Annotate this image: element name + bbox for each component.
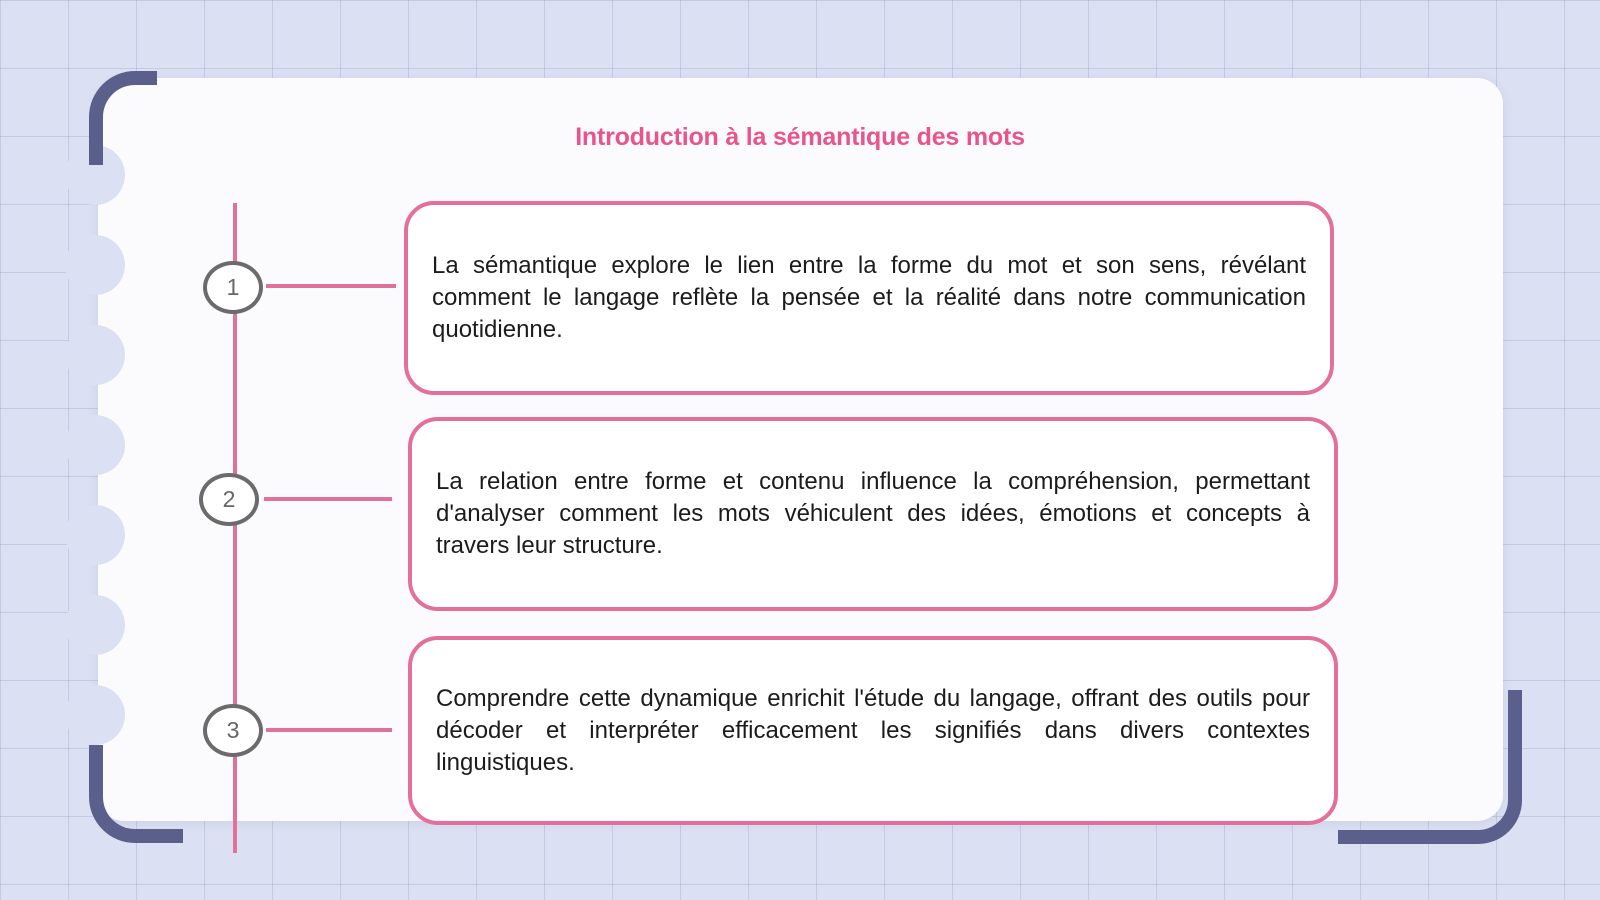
- content-box: [408, 417, 1338, 611]
- content-box: [408, 636, 1338, 825]
- torn-edge-scallop: [65, 325, 125, 385]
- corner-bracket-bottom-left: [89, 745, 183, 843]
- step-number: 1: [226, 274, 240, 300]
- content-box: [404, 201, 1334, 395]
- step-number: 3: [226, 717, 240, 743]
- timeline-connector: [266, 728, 392, 732]
- content-text: Comprendre cette dynamique enrichit l'étude du langage, offrant des outils pour décoder et interpréter efficacement les signifiés dans divers contextes linguistiques.: [436, 684, 1310, 776]
- corner-bracket-bottom-right: [1338, 690, 1522, 844]
- step-number-badge: [199, 473, 259, 526]
- torn-edge-scallop: [65, 505, 125, 565]
- torn-edge-scallop: [65, 235, 125, 295]
- content-text: La sémantique explore le lien entre la forme du mot et son sens, révélant comment le langage reflète la pensée et la réalité dans notre communication quotidienne.: [432, 252, 1306, 343]
- content-text: La relation entre forme et contenu influence la compréhension, permettant d'analyser comment les mots véhiculent des idées, émotions et concepts à travers leur structure.: [436, 468, 1310, 559]
- slide-title: Introduction à la sémantique des mots: [575, 123, 1025, 151]
- torn-edge-scallop: [65, 685, 125, 745]
- torn-edge-scallop: [65, 595, 125, 655]
- step-number-badge: [203, 704, 263, 757]
- torn-edge-scallop: [65, 415, 125, 475]
- step-number-badge: [203, 261, 263, 314]
- step-number: 2: [222, 486, 236, 512]
- timeline-connector: [264, 497, 392, 501]
- timeline-connector: [266, 284, 396, 288]
